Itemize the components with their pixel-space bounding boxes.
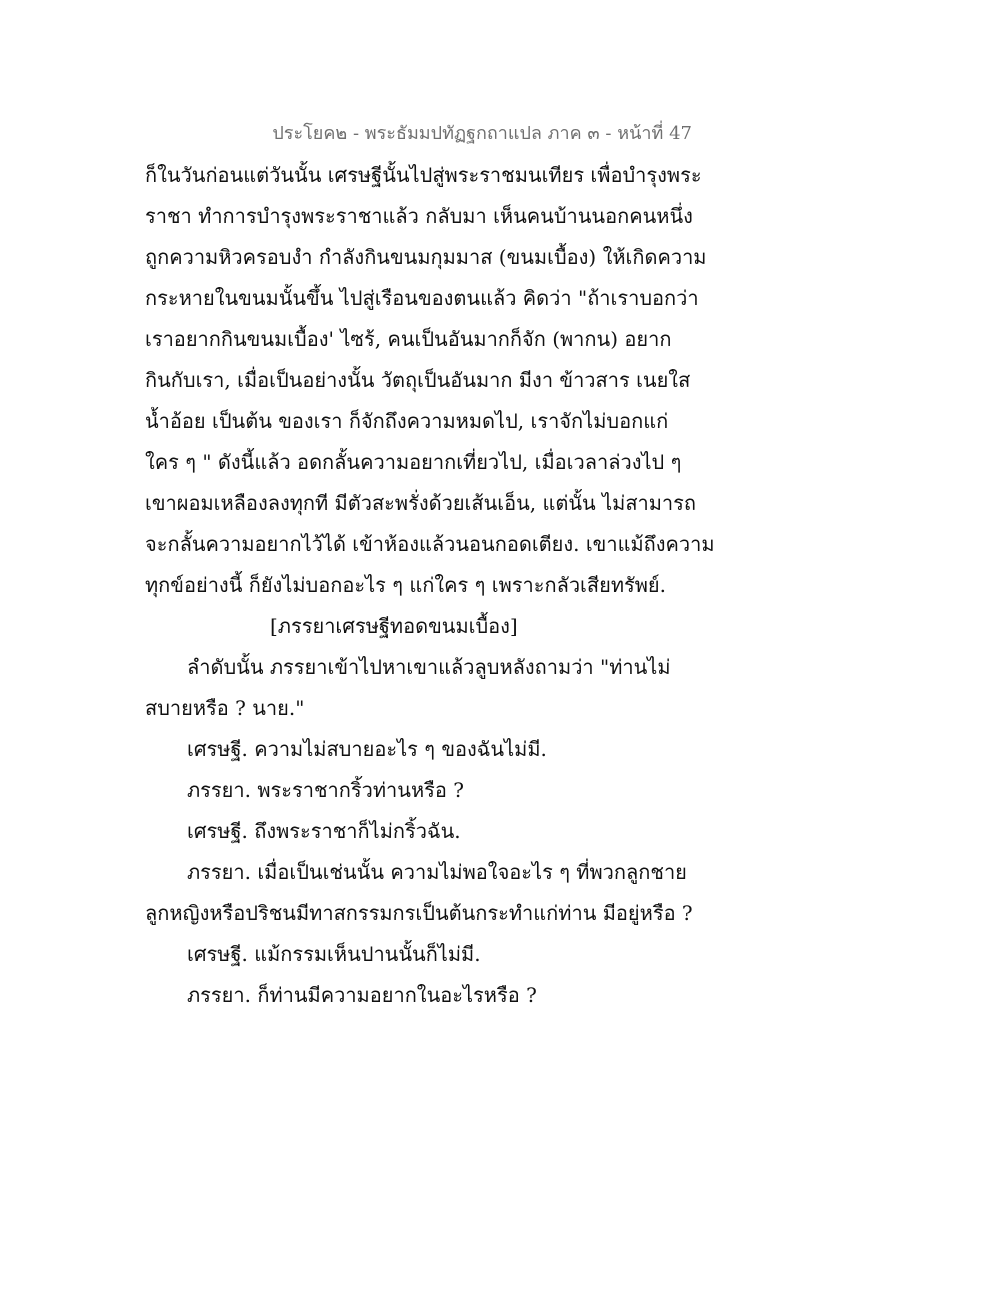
dialogue-line: ภรรยา. พระราชากริ้วท่านหรือ ? [187,778,464,802]
text-line: ก็ในวันก่อนแต่วันนั้น เศรษฐีนั้นไปสู่พระราชมนเทียร เพื่อบำรุงพระ [145,163,702,187]
text-line: เขาผอมเหลืองลงทุกที มีตัวสะพรั่งด้วยเส้นเอ็น, แต่นั้น ไม่สามารถ [145,491,697,515]
text-line: ทุกข์อย่างนี้ ก็ยังไม่บอกอะไร ๆ แก่ใคร ๆ เพราะกลัวเสียทรัพย์. [145,573,667,597]
running-header: ประโยค๒ - พระธัมมปทัฏฐกถาแปล ภาค ๓ - หน้าที่ 47 [272,123,692,144]
text-line: จะกลั้นความอยากไว้ได้ เข้าห้องแล้วนอนกอดเตียง. เขาแม้ถึงความ [145,532,715,556]
text-line: ลำดับนั้น ภรรยาเข้าไปหาเขาแล้วลูบหลังถามว่า "ท่านไม่ [187,655,671,679]
text-line: สบายหรือ ? นาย." [145,696,305,720]
text-line: ใคร ๆ " ดังนี้แล้ว อดกลั้นความอยากเที่ยวไป, เมื่อเวลาล่วงไป ๆ [145,450,682,474]
text-line: ถูกความหิวครอบงำ กำลังกินขนมกุมมาส (ขนมเบื้อง) ให้เกิดความ [145,245,707,269]
text-line: ราชา ทำการบำรุงพระราชาแล้ว กลับมา เห็นคนบ้านนอกคนหนึ่ง [145,204,693,228]
dialogue-line: เศรษฐี. ความไม่สบายอะไร ๆ ของฉันไม่มี. [187,737,547,761]
section-heading: [ภรรยาเศรษฐีทอดขนมเบื้อง] [270,614,518,638]
body-text [145,155,715,1016]
text-line: กระหายในขนมนั้นขึ้น ไปสู่เรือนของตนแล้ว คิดว่า "ถ้าเราบอกว่า [145,286,699,310]
dialogue-line: เศรษฐี. แม้กรรมเห็นปานนั้นก็ไม่มี. [187,942,481,966]
dialogue-line: เศรษฐี. ถึงพระราชาก็ไม่กริ้วฉัน. [187,819,461,843]
text-line: น้ำอ้อย เป็นต้น ของเรา ก็จักถึงความหมดไป, เราจักไม่บอกแก่ [145,409,669,433]
dialogue-line: ภรรยา. ก็ท่านมีความอยากในอะไรหรือ ? [187,983,537,1007]
text-line: กินกับเรา, เมื่อเป็นอย่างนั้น วัตถุเป็นอันมาก มีงา ข้าวสาร เนยใส [145,368,691,392]
text-line: เราอยากกินขนมเบื้อง' ไซร้, คนเป็นอันมากก็จัก (พากน) อยาก [145,327,672,351]
text-line: ลูกหญิงหรือปริชนมีทาสกรรมกรเป็นต้นกระทำแก่ท่าน มีอยู่หรือ ? [145,901,693,925]
dialogue-line: ภรรยา. เมื่อเป็นเช่นนั้น ความไม่พอใจอะไร ๆ ที่พวกลูกชาย [187,860,687,884]
